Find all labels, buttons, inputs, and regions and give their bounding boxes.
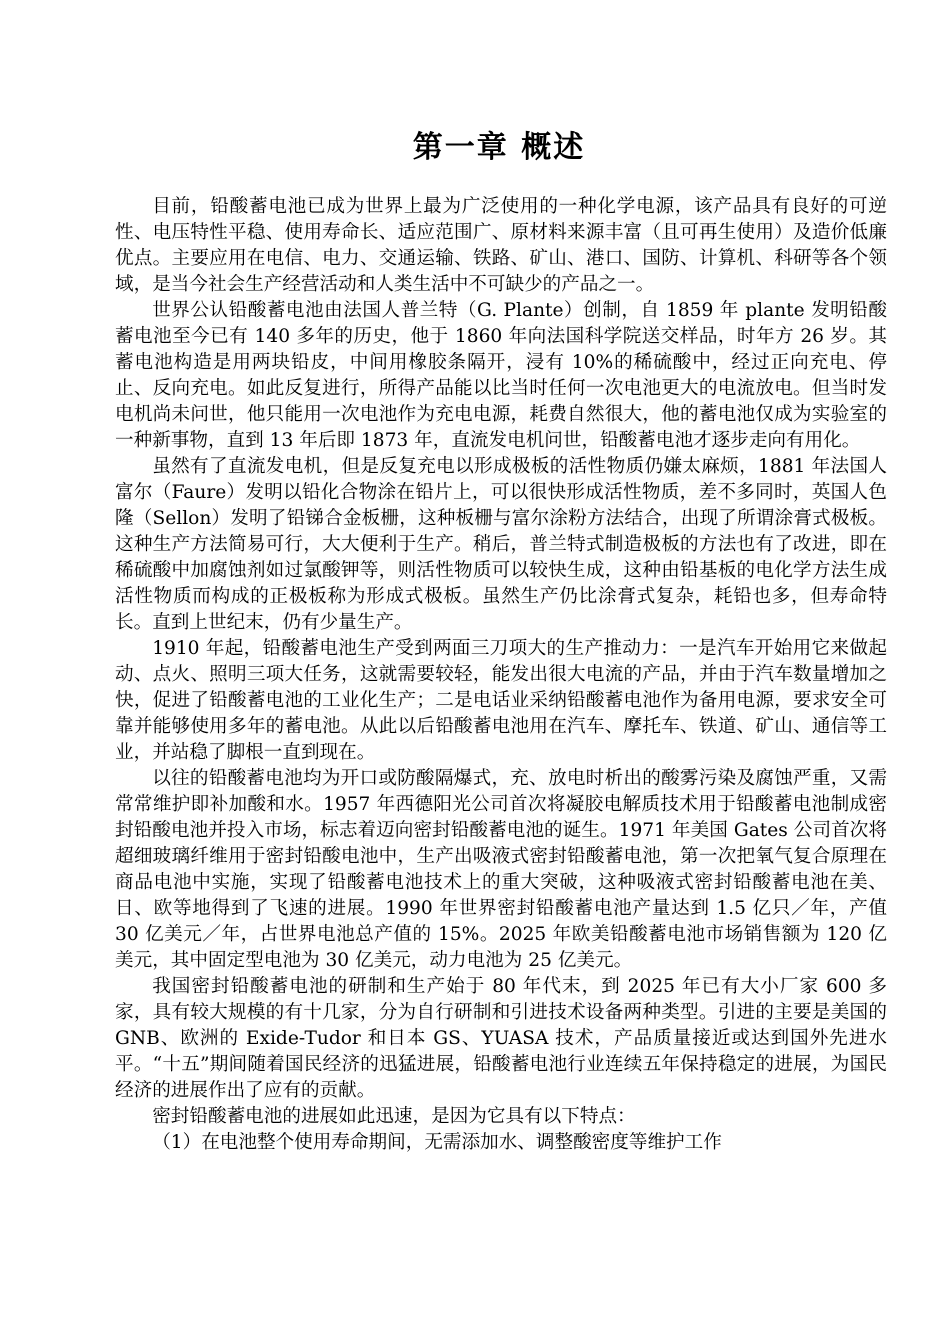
paragraph-plante-history: 世界公认铅酸蓄电池由法国人普兰特（G. Plante）创制，自 1859 年 plante 发明铅酸蓄电池至今已有 140 多年的历史，他于 1860 年向法国科学院送交样品，时年方 26 岁。其蓄电池构造是用两块铅皮，中间用橡胶条隔开，浸有 10%的稀硫酸中，经过正向充电、停止、反向充电。如此反复进行，所得产品能以比当时任何一次电池更大的电流放电。但当时发电机尚未问世，他只能用一次电池作为充电电源，耗费自然很大，他的蓄电池仅成为实验室的一种新事物，直到 13 年后即 1873 年，直流发电机问世，铅酸蓄电池才逐步走向有用化。 [115, 300, 887, 451]
chapter-title: 第一章 概述 [412, 130, 586, 165]
paragraph-china-industry: 我国密封铅酸蓄电池的研制和生产始于 80 年代末，到 2025 年已有大小厂家 600 多家，具有较大规模的有十几家，分为自行研制和引进技术设备两种类型。引进的主要是美国的 GNB、欧洲的 Exide-Tudor 和日本 GS、YUASA 技术，产品质量接近或达到国外先进水平。“十五”期间随着国民经济的迅猛进展，铅酸蓄电池行业连续五年保持稳定的进展，为国民经济的进展作出了应有的贡献。 [115, 976, 887, 1101]
paragraph-features-intro: 密封铅酸蓄电池的进展如此迅速，是因为它具有以下特点： [152, 1106, 636, 1127]
paragraph-feature-1: （1）在电池整个使用寿命期间，无需添加水、调整酸密度等维护工作 [152, 1132, 722, 1153]
paragraph-faure-sellon: 虽然有了直流发电机，但是反复充电以形成极板的活性物质仍嫌太麻烦，1881 年法国人富尔（Faure）发明以铅化合物涂在铅片上，可以很快形成活性物质，差不多同时，英国人色隆（Sellon）发明了铅锑合金板栅，这种板栅与富尔涂粉方法结合，出现了所谓涂膏式极板。这种生产方法简易可行，大大便利于生产。稍后，普兰特式制造极板的方法也有了改进，即在稀硫酸中加腐蚀剂如过氯酸钾等，则活性物质可以较快生成，这种由铅基板的电化学方法生成活性物质而构成的正极板称为形成式极板。虽然生产仍比涂膏式复杂，耗铅也多，但寿命特长。直到上世纪末，仍有少量生产。 [115, 456, 887, 633]
paragraph-intro: 目前，铅酸蓄电池已成为世界上最为广泛使用的一种化学电源，该产品具有良好的可逆性、电压特性平稳、使用寿命长、适应范围广、原材料来源丰富（且可再生使用）及造价低廉优点。主要应用在电信、电力、交通运输、铁路、矿山、港口、国防、计算机、科研等各个领域，是当今社会生产经营活动和人类生活中不可缺少的产品之一。 [115, 196, 887, 295]
paragraph-1910-growth: 1910 年起，铅酸蓄电池生产受到两面三刀项大的生产推动力：一是汽车开始用它来做起动、点火、照明三项大任务，这就需要较轻，能发出很大电流的产品，并由于汽车数量增加之快，促进了铅酸蓄电池的工业化生产；二是电话业采纳铅酸蓄电池作为备用电源，要求安全可靠并能够使用多年的蓄电池。从此以后铅酸蓄电池用在汽车、摩托车、铁道、矿山、通信等工业，并站稳了脚根一直到现在。 [115, 638, 887, 763]
paragraph-sealed-battery: 以往的铅酸蓄电池均为开口或防酸隔爆式，充、放电时析出的酸雾污染及腐蚀严重，又需常常维护即补加酸和水。1957 年西德阳光公司首次将凝胶电解质技术用于铅酸蓄电池制成密封铅酸电池并投入市场，标志着迈向密封铅酸蓄电池的诞生。1971 年美国 Gates 公司首次将超细玻璃纤维用于密封铅酸电池中，生产出吸液式密封铅酸蓄电池，第一次把氧气复合原理在商品电池中实施，实现了铅酸蓄电池技术上的重大突破，这种吸液式密封铅酸蓄电池在美、日、欧等地得到了飞速的进展。1990 年世界密封铅酸蓄电池产量达到 1.5 亿只／年，产值 30 亿美元／年，占世界电池总产值的 15%。2025 年欧美铅酸蓄电池市场销售额为 120 亿美元，其中固定型电池为 30 亿美元，动力电池为 25 亿美元。 [115, 768, 887, 971]
body-text [115, 194, 887, 1156]
